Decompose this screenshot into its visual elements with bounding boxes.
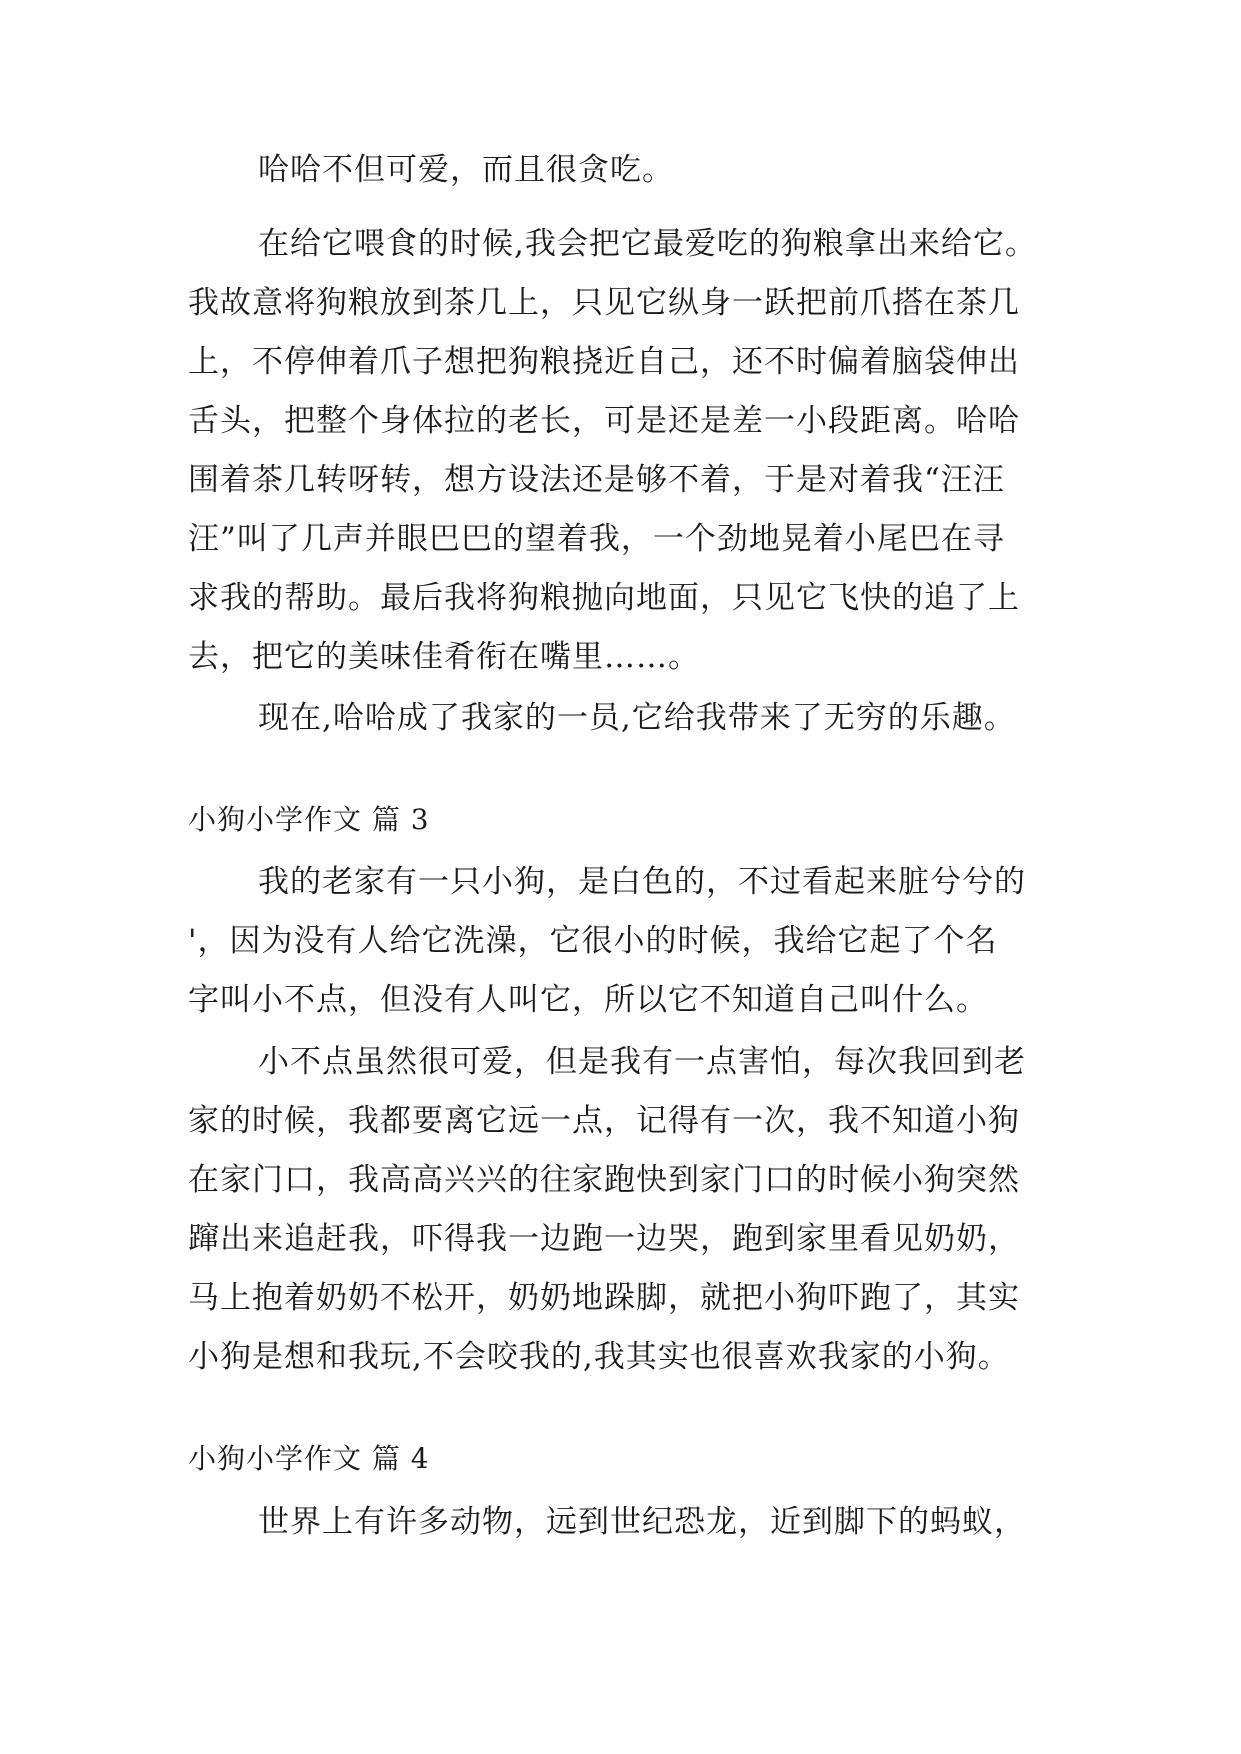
paragraph-line-18: 马上抱着奶奶不松开，奶奶地跺脚，就把小狗吓跑了，其实 bbox=[188, 1280, 1020, 1316]
paragraph-line-2: 在给它喂食的时候,我会把它最爱吃的狗粮拿出来给它。 bbox=[258, 226, 1037, 262]
paragraph-line-16: 在家门口，我高高兴兴的往家跑快到家门口的时候小狗突然 bbox=[188, 1162, 1020, 1198]
paragraph-line-11: 我的老家有一只小狗，是白色的，不过看起来脏兮兮的 bbox=[258, 864, 1026, 900]
paragraph-line-4: 上，不停伸着爪子想把狗粮挠近自己，还不时偏着脑袋伸出 bbox=[188, 344, 1020, 380]
paragraph-line-6: 围着茶几转呀转，想方设法还是够不着，于是对着我“汪汪 bbox=[188, 462, 1005, 498]
paragraph-line-3: 我故意将狗粮放到茶几上，只见它纵身一跃把前爪搭在茶几 bbox=[188, 285, 1020, 321]
paragraph-line-1: 哈哈不但可爱，而且很贪吃。 bbox=[258, 152, 674, 188]
section-heading-3: 小狗小学作文 篇 3 bbox=[188, 803, 430, 836]
paragraph-line-19: 小狗是想和我玩,不会咬我的,我其实也很喜欢我家的小狗。 bbox=[188, 1339, 1010, 1375]
paragraph-line-13: 字叫小不点，但没有人叫它，所以它不知道自己叫什么。 bbox=[188, 982, 988, 1018]
paragraph-line-5: 舌头，把整个身体拉的老长，可是还是差一小段距离。哈哈 bbox=[188, 403, 1020, 439]
paragraph-line-8: 求我的帮助。最后我将狗粮抛向地面，只见它飞快的追了上 bbox=[188, 580, 1020, 616]
section-heading-4: 小狗小学作文 篇 4 bbox=[188, 1442, 430, 1475]
paragraph-line-10: 现在,哈哈成了我家的一员,它给我带来了无穷的乐趣。 bbox=[258, 700, 1016, 736]
paragraph-line-12: '，因为没有人给它洗澡，它很小的时候，我给它起了个名 bbox=[188, 923, 998, 959]
paragraph-line-9: 去，把它的美味佳肴衔在嘴里……。 bbox=[188, 639, 700, 675]
paragraph-line-14: 小不点虽然很可爱，但是我有一点害怕，每次我回到老 bbox=[258, 1044, 1026, 1080]
paragraph-line-7: 汪”叫了几声并眼巴巴的望着我，一个劲地晃着小尾巴在寻 bbox=[188, 521, 1005, 557]
paragraph-line-15: 家的时候，我都要离它远一点，记得有一次，我不知道小狗 bbox=[188, 1103, 1020, 1139]
paragraph-line-17: 蹿出来追赶我，吓得我一边跑一边哭，跑到家里看见奶奶， bbox=[188, 1221, 1020, 1257]
paragraph-line-20: 世界上有许多动物，远到世纪恐龙，近到脚下的蚂蚁， bbox=[258, 1504, 1026, 1540]
